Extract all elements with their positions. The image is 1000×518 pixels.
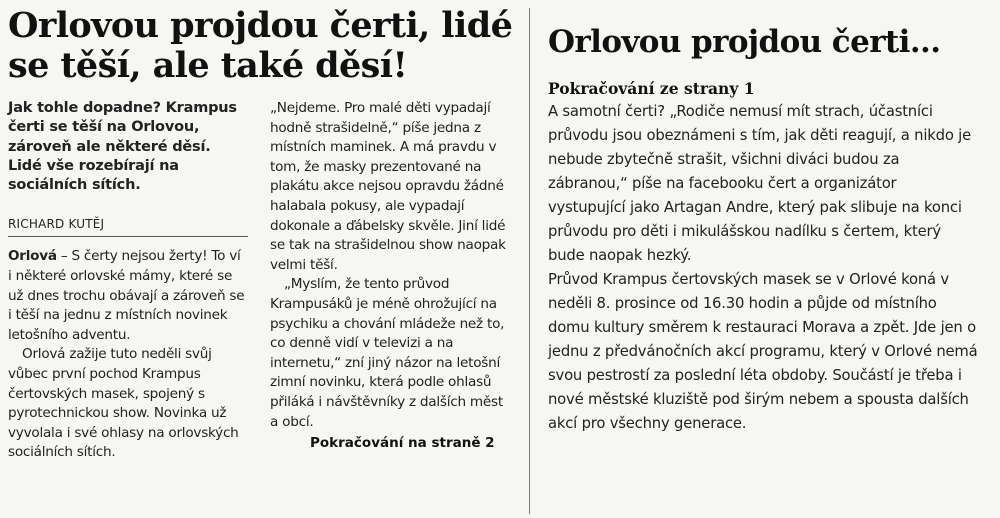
body-paragraph	[8, 247, 248, 345]
right-clipping	[548, 22, 978, 436]
left-column-1	[8, 99, 248, 463]
continued-from-page-note: Pokračování ze strany 1	[548, 79, 755, 98]
body-paragraph: „Nejdeme. Pro malé děti vypadají hodně strašidelně,“ píše jedna z místních maminek. A má pravdu v tom, že masky prezentované na plakátu akce nejsou opravdu žádné halabala pokusy, ale vypadají dokonale a ďábelsky skvěle. Jiní lidé se tak na strašidelnou show naopak velmi těší.	[270, 100, 506, 273]
body-paragraph: Orlová zažije tuto neděli svůj vůbec první pochod Krampus čertovských masek, spojený s pyrotechnickou show. Novinka už vyvolala i své ohlasy na orlovských sociálních sítích.	[8, 346, 239, 461]
left-column-2	[270, 99, 510, 453]
body-paragraph: „Myslím, že tento průvod Krampusáků je méně ohrožující na psychiku a chování mládeže než to, co denně vidí v televizi a na internetu,“ zní jiný názor na letošní zimní novinku, která podle ohlasů přiláká i návštěvníky z dalších měst a obcí.	[270, 276, 505, 430]
column-divider	[529, 8, 530, 514]
paragraph-text: – S čerty nejsou žerty! To ví i některé orlovské mámy, které se už dnes trochu obávají a zároveň se i těší na jednu z místních novinek letošního adventu.	[8, 248, 245, 343]
continuation-headline: Orlovou projdou čerti...	[548, 24, 941, 60]
continued-on-page-note: Pokračování na straně 2	[310, 435, 495, 452]
body-paragraph: Průvod Krampus čertovských masek se v Orlové koná v neděli 8. prosince od 16.30 hodin a půjde od místního domu kultury směrem k restauraci Morava a zpět. Jde jen o jednu z předvánočních akcí programu, který v Orlové nemá svou pestrostí za poslední léta obdoby. Součástí je třeba i nové městské kluziště pod širým nebem a spousta dalších akcí pro všechny generace.	[548, 271, 978, 432]
body-paragraph: A samotní čerti? „Rodiče nemusí mít strach, účastníci průvodu jsou obeznámeni s tím, jak děti reagují, a nikdo je nebude zbytečně strašit, všichni diváci budou za zábranou,“ píše na facebooku čert a organizátor vystupující jako Artagan Andre, který pak slibuje na konci průvodu pro děti i mikulášskou nadílku s čertem, který bude naopak hezký.	[548, 103, 971, 264]
author-byline: RICHARD KUTĚJ	[8, 217, 248, 237]
left-clipping	[8, 6, 513, 514]
article-perex: Jak tohle dopadne? Krampus čerti se těší na Orlovou, zároveň ale některé děsí. Lidé vše rozebírají na sociálních sítích.	[8, 100, 237, 194]
dateline: Orlová	[8, 248, 57, 265]
main-headline: Orlovou projdou čerti, lidé se těší, ale také děsí!	[8, 5, 513, 86]
